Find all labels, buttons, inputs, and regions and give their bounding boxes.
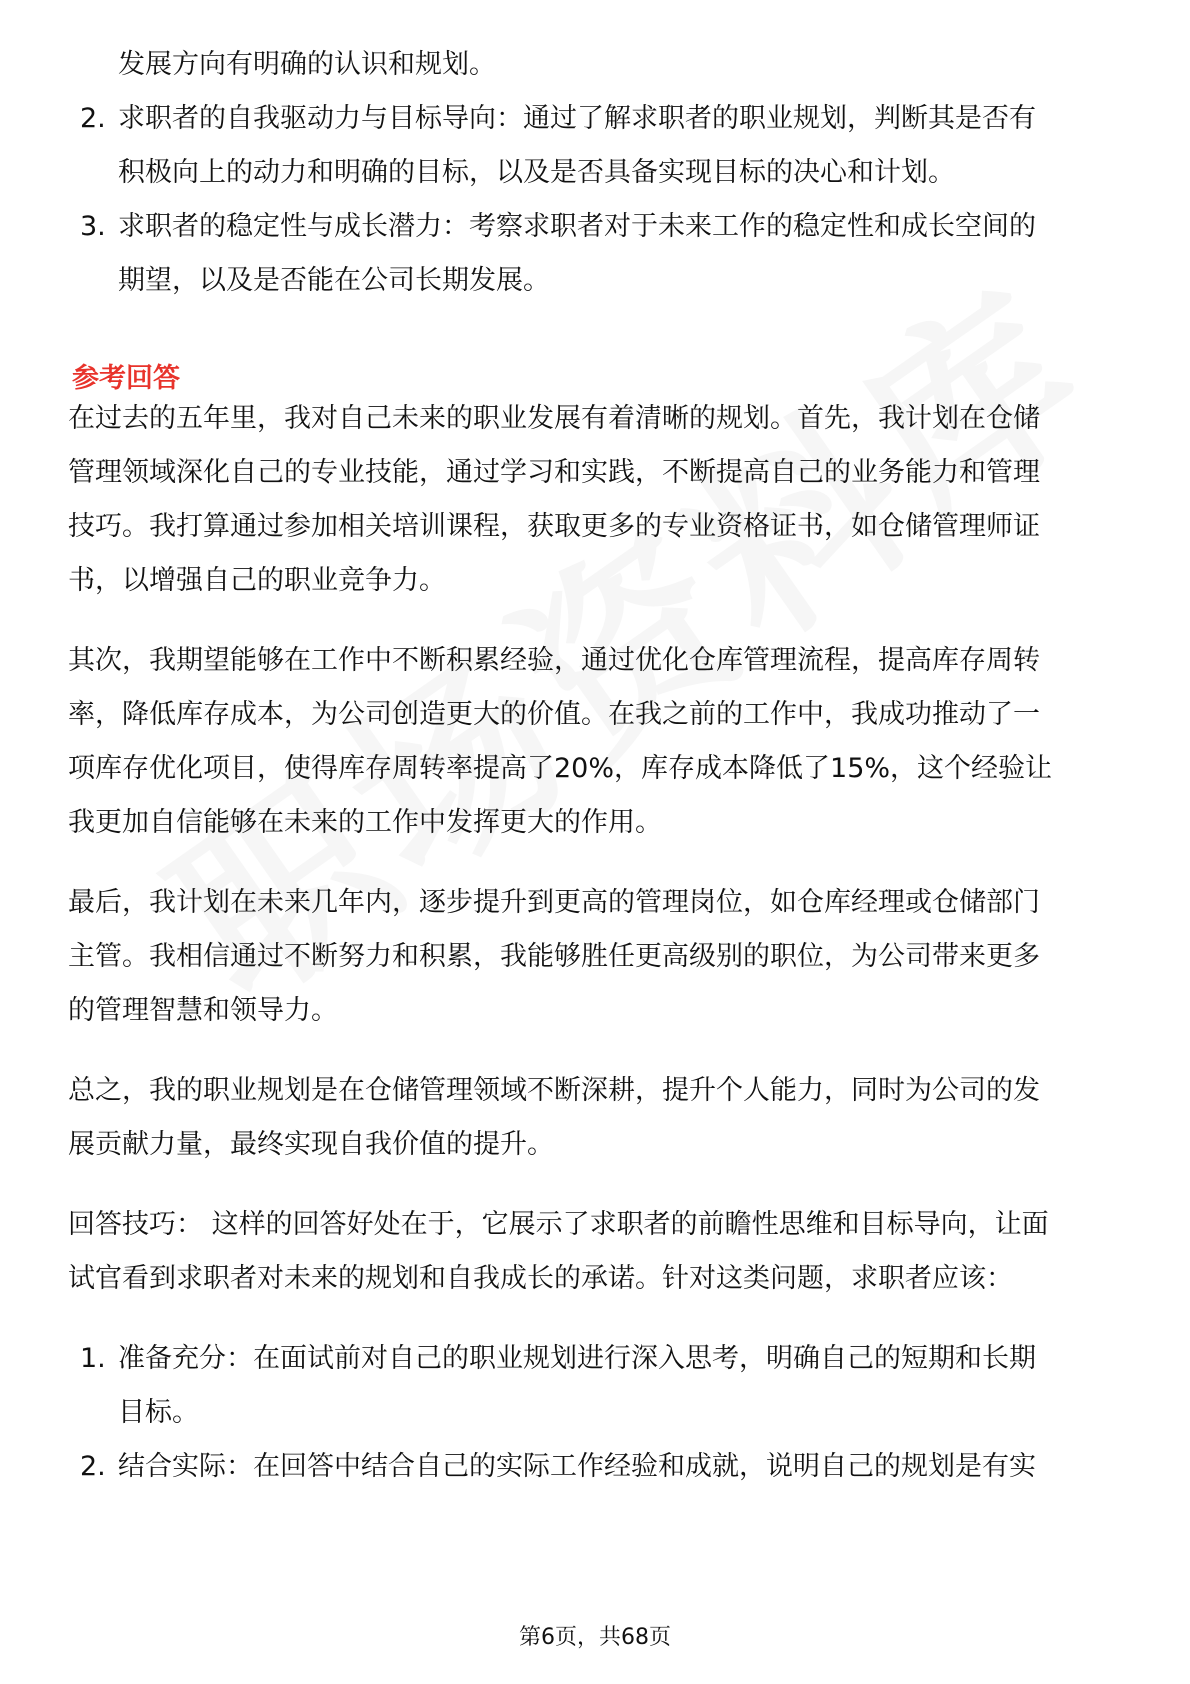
list-number: 3. bbox=[80, 211, 106, 242]
page-number: 第6页，共68页 bbox=[519, 1625, 671, 1650]
paragraph-line: 主管。我相信通过不断努力和积累，我能够胜任更高级别的职位，为公司带来更多 bbox=[68, 941, 1040, 972]
paragraph-line: 在过去的五年里，我对自己未来的职业发展有着清晰的规划。首先，我计划在仓储 bbox=[68, 403, 1040, 434]
criterion-text-line: 积极向上的动力和明确的目标，以及是否具备实现目标的决心和计划。 bbox=[118, 157, 955, 188]
paragraph-line: 管理领域深化自己的专业技能，通过学习和实践，不断提高自己的业务能力和管理 bbox=[68, 457, 1040, 488]
paragraph-line: 最后，我计划在未来几年内，逐步提升到更高的管理岗位，如仓库经理或仓储部门 bbox=[68, 887, 1040, 918]
paragraph-line: 项库存优化项目，使得库存周转率提高了20%，库存成本降低了15%，这个经验让 bbox=[68, 753, 1053, 784]
paragraph-line: 展贡献力量，最终实现自我价值的提升。 bbox=[68, 1129, 554, 1160]
list-number: 2. bbox=[80, 103, 106, 134]
criterion-1-continuation: 发展方向有明确的认识和规划。 bbox=[118, 49, 496, 80]
tips-line: 试官看到求职者对未来的规划和自我成长的承诺。针对这类问题，求职者应该： bbox=[68, 1263, 1013, 1294]
tip-text-line: 目标。 bbox=[118, 1397, 199, 1428]
tips-line: 回答技巧： 这样的回答好处在于，它展示了求职者的前瞻性思维和目标导向，让面 bbox=[68, 1209, 1049, 1240]
paragraph-line: 率，降低库存成本，为公司创造更大的价值。在我之前的工作中，我成功推动了一 bbox=[68, 699, 1040, 730]
criterion-text-line: 期望，以及是否能在公司长期发展。 bbox=[118, 265, 550, 296]
tip-text-line: 准备充分：在面试前对自己的职业规划进行深入思考，明确自己的短期和长期 bbox=[118, 1343, 1036, 1374]
paragraph-line: 的管理智慧和领导力。 bbox=[68, 995, 338, 1026]
tip-text-line: 结合实际：在回答中结合自己的实际工作经验和成就，说明自己的规划是有实 bbox=[118, 1451, 1036, 1482]
paragraph-line: 我更加自信能够在未来的工作中发挥更大的作用。 bbox=[68, 807, 662, 838]
criterion-text-line: 求职者的自我驱动力与目标导向：通过了解求职者的职业规划，判断其是否有 bbox=[118, 103, 1036, 134]
criterion-text-line: 求职者的稳定性与成长潜力：考察求职者对于未来工作的稳定性和成长空间的 bbox=[118, 211, 1036, 242]
paragraph-line: 其次，我期望能够在工作中不断积累经验，通过优化仓库管理流程，提高库存周转 bbox=[68, 645, 1040, 676]
paragraph-line: 技巧。我打算通过参加相关培训课程，获取更多的专业资格证书，如仓储管理师证 bbox=[68, 511, 1040, 542]
paragraph-line: 总之，我的职业规划是在仓储管理领域不断深耕，提升个人能力，同时为公司的发 bbox=[68, 1075, 1040, 1106]
paragraph-line: 书，以增强自己的职业竞争力。 bbox=[68, 565, 446, 596]
list-number: 2. bbox=[80, 1451, 106, 1482]
section-heading-reference-answer: 参考回答 bbox=[72, 363, 180, 394]
list-number: 1. bbox=[80, 1343, 106, 1374]
